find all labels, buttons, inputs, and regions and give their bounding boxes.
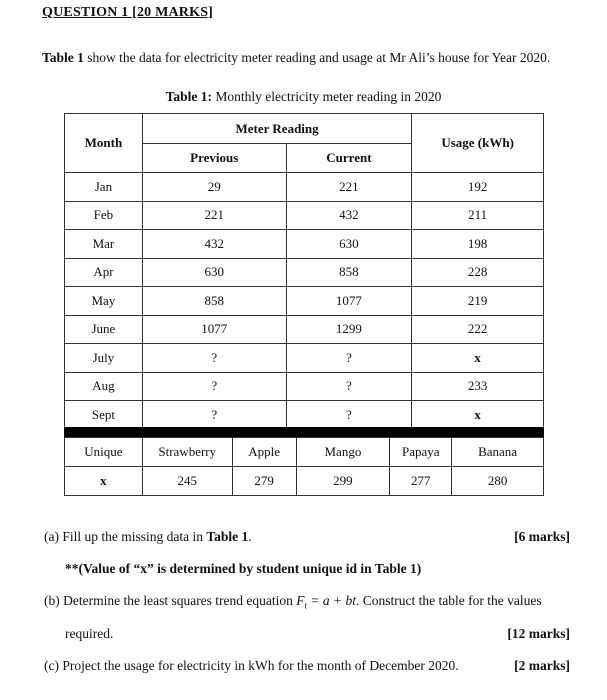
table-row <box>65 287 544 316</box>
cell-previous: 29 <box>142 173 286 202</box>
unique-header-cell: Banana <box>452 438 544 467</box>
cell-current: ? <box>286 344 412 373</box>
cell-usage: x <box>412 344 544 373</box>
unique-header-cell: Mango <box>296 438 390 467</box>
intro-table-ref: Table 1 <box>42 50 84 65</box>
cell-month: Jan <box>65 173 143 202</box>
equation-sub: t <box>304 600 308 611</box>
table-caption-text: Monthly electricity meter reading in 2020 <box>211 89 442 104</box>
part-a-marks: [6 marks] <box>514 529 570 544</box>
unique-header-cell: Strawberry <box>142 438 232 467</box>
cell-month: July <box>65 344 143 373</box>
table-caption <box>0 89 607 105</box>
unique-value-cell: 280 <box>452 467 544 496</box>
equation-rest: = a + bt <box>307 593 357 608</box>
cell-previous: ? <box>142 344 286 373</box>
unique-value-cell: 299 <box>296 467 390 496</box>
unique-value-cell: 277 <box>390 467 452 496</box>
unique-value-cell: x <box>65 467 143 496</box>
unique-header-cell: Papaya <box>390 438 452 467</box>
cell-previous: 1077 <box>142 315 286 344</box>
table-row <box>65 258 544 287</box>
equation-f: F <box>296 593 305 608</box>
unique-table-container <box>64 437 544 495</box>
cell-usage: 233 <box>412 372 544 401</box>
cell-usage: 198 <box>412 230 544 259</box>
cell-current: 1077 <box>286 287 412 316</box>
part-a-prefix: (a) Fill up the missing data in <box>44 529 207 544</box>
unique-id-note: **(Value of “x” is determined by student unique id in Table 1) <box>65 561 422 576</box>
unique-header-row <box>65 438 544 467</box>
cell-current: ? <box>286 401 412 430</box>
header-previous: Previous <box>142 144 286 173</box>
part-b-text <box>44 593 542 611</box>
cell-current: 221 <box>286 173 412 202</box>
part-a-table-ref: Table 1 <box>206 529 249 544</box>
table-row <box>65 344 544 373</box>
table-row <box>65 173 544 202</box>
cell-previous: 432 <box>142 230 286 259</box>
part-b-prefix: (b) Determine the least squares trend equation <box>44 593 297 608</box>
cell-usage: 192 <box>412 173 544 202</box>
meter-table-container <box>64 113 544 433</box>
question-intro <box>42 50 550 66</box>
table-row <box>65 201 544 230</box>
cell-previous: ? <box>142 372 286 401</box>
cell-month: June <box>65 315 143 344</box>
unique-value-cell: 245 <box>142 467 232 496</box>
cell-previous: 630 <box>142 258 286 287</box>
table-divider-band <box>64 427 544 437</box>
cell-usage: 219 <box>412 287 544 316</box>
cell-current: 432 <box>286 201 412 230</box>
cell-current: 1299 <box>286 315 412 344</box>
cell-usage: 211 <box>412 201 544 230</box>
table-row <box>65 230 544 259</box>
part-a-text <box>44 529 252 545</box>
part-b-equation <box>296 593 357 611</box>
cell-previous: 858 <box>142 287 286 316</box>
header-usage: Usage (kWh) <box>412 114 544 173</box>
unique-header-cell: Unique <box>65 438 143 467</box>
cell-month: May <box>65 287 143 316</box>
part-c-marks: [2 marks] <box>514 658 570 673</box>
part-b-suffix: . Construct the table for the values <box>356 593 542 608</box>
table-header-row <box>65 114 544 144</box>
table-row <box>65 315 544 344</box>
intro-text: show the data for electricity meter reading and usage at Mr Ali’s house for Year 2020. <box>83 50 551 65</box>
part-a-suffix: . <box>248 529 252 544</box>
cell-month: Sept <box>65 401 143 430</box>
cell-month: Apr <box>65 258 143 287</box>
header-current: Current <box>286 144 412 173</box>
table-row <box>65 401 544 430</box>
cell-previous: ? <box>142 401 286 430</box>
cell-current: ? <box>286 372 412 401</box>
cell-previous: 221 <box>142 201 286 230</box>
cell-usage: 228 <box>412 258 544 287</box>
question-title: QUESTION 1 [20 MARKS] <box>42 5 214 20</box>
table-caption-label: Table 1: <box>165 89 212 104</box>
unique-id-table <box>64 437 544 496</box>
cell-current: 630 <box>286 230 412 259</box>
part-b-text-line2: required. <box>65 626 114 641</box>
table-row <box>65 372 544 401</box>
header-month: Month <box>65 114 143 173</box>
cell-month: Aug <box>65 372 143 401</box>
part-b-marks: [12 marks] <box>507 626 570 641</box>
cell-month: Mar <box>65 230 143 259</box>
unique-header-cell: Apple <box>232 438 296 467</box>
meter-reading-table <box>64 113 544 430</box>
unique-value-cell: 279 <box>232 467 296 496</box>
part-c-text: (c) Project the usage for electricity in kWh for the month of December 2020. <box>44 658 459 673</box>
header-meter-reading: Meter Reading <box>142 114 411 144</box>
unique-value-row <box>65 467 544 496</box>
cell-current: 858 <box>286 258 412 287</box>
cell-usage: x <box>412 401 544 430</box>
cell-usage: 222 <box>412 315 544 344</box>
cell-month: Feb <box>65 201 143 230</box>
